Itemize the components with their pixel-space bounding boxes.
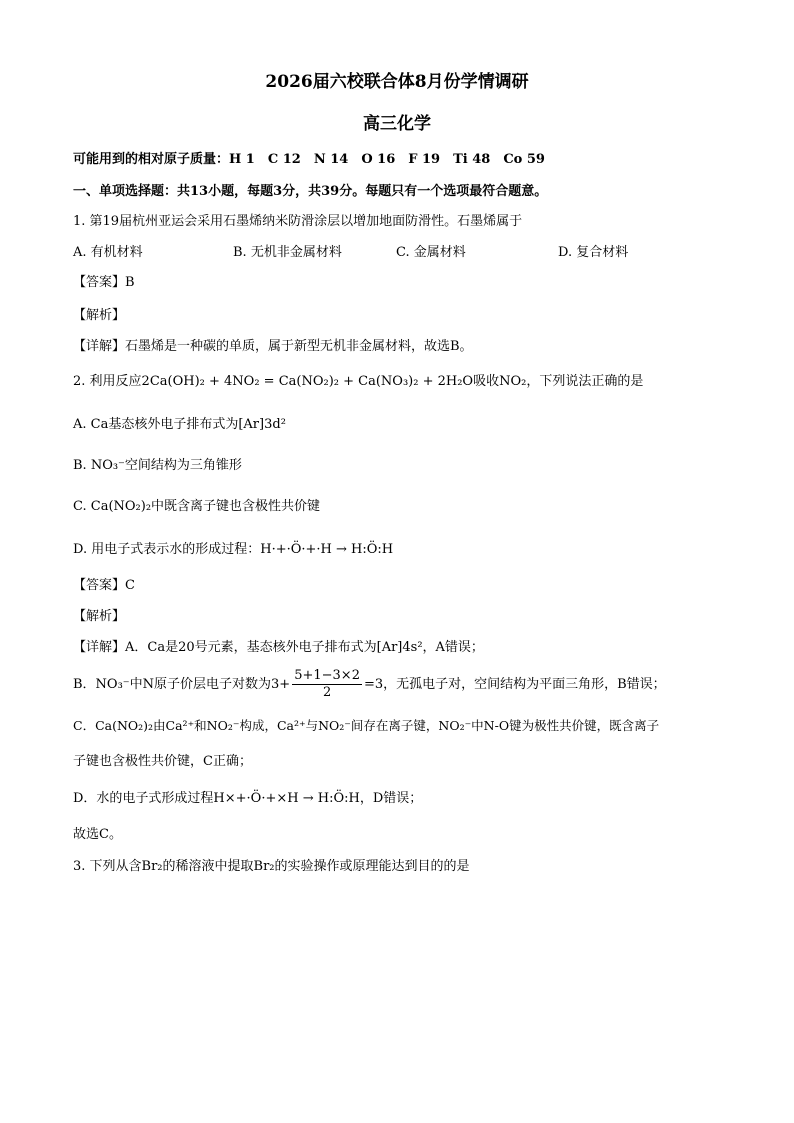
section-heading: 一、单项选择题：共13小题，每题3分，共39分。每题只有一个选项最符合题意。 [73,184,548,199]
question-1-detail: 【详解】石墨烯是一种碳的单质，属于新型无机非金属材料，故选B。 [73,339,473,354]
fraction-denominator: 2 [322,685,332,700]
question-1-option-c: C. 金属材料 [396,245,466,260]
question-3-stem: 3. 下列从含Br₂的稀溶液中提取Br₂的实验操作或原理能达到目的的是 [73,859,470,874]
exam-title: 2026届六校联合体8月份学情调研 [265,72,529,92]
question-2-equation: 2Ca(OH)₂ + 4NO₂ = Ca(NO₂)₂ + Ca(NO₃)₂ + 2H₂O [141,374,474,389]
question-1-option-b: B. 无机非金属材料 [233,245,342,260]
question-1-stem: 1. 第19届杭州亚运会采用石墨烯纳米防滑涂层以增加地面防滑性。石墨烯属于 [73,214,523,229]
question-2-stem [73,372,643,392]
question-2-detail-c-line1: C．Ca(NO₂)₂由Ca²⁺和NO₂⁻构成，Ca²⁺与NO₂⁻间存在离子键，NO₂⁻中N-O键为极性共价键，既含离子 [73,718,660,733]
question-2-stem-suffix: 吸收NO₂，下列说法正确的是 [473,374,644,389]
question-2-answer: 【答案】C [73,578,135,593]
question-2-option-b: B. NO₃⁻空间结构为三角锥形 [73,458,242,473]
question-1-answer: 【答案】B [73,275,135,290]
question-2-detail-b-suffix: =3，无孤电子对，空间结构为平面三角形，B错误； [363,677,666,692]
question-2-detail-a: 【详解】A．Ca是20号元素，基态核外电子排布式为[Ar]4s²，A错误； [73,640,484,655]
question-1-option-d: D. 复合材料 [558,245,629,260]
question-1-option-a: A. 有机材料 [73,245,143,260]
question-2-option-c: C. Ca(NO₂)₂中既含离子键也含极性共价键 [73,499,321,514]
atomic-masses: 可能用到的相对原子质量：H 1 C 12 N 14 O 16 F 19 Ti 48 Co 59 [73,152,545,167]
question-2-conclusion: 故选C。 [73,827,122,842]
question-2-option-d-prefix: D. 用电子式表示水的形成过程： [73,542,261,557]
water-electron-formula: H·+·Ö·+·H → H:Ö:H [260,542,394,557]
question-1-analysis-label: 【解析】 [73,308,126,323]
valence-pair-fraction [292,668,362,701]
question-2-detail-d: D．水的电子式形成过程H×+·Ö·+×H → H:Ö:H，D错误； [73,791,423,806]
question-2-detail-c-line2: 子键也含极性共价键，C正确； [73,754,252,769]
question-2-detail-b [73,668,666,702]
question-2-option-d [73,540,393,560]
fraction-numerator: 5+1−3×2 [294,668,360,683]
question-2-option-a: A. Ca基态核外电子排布式为[Ar]3d² [73,417,286,432]
question-2-stem-prefix: 2. 利用反应 [73,374,142,389]
question-2-detail-b-prefix: B．NO₃⁻中N原子价层电子对数为3+ [73,677,291,692]
question-2-analysis-label: 【解析】 [73,609,126,624]
exam-subtitle: 高三化学 [363,114,431,134]
